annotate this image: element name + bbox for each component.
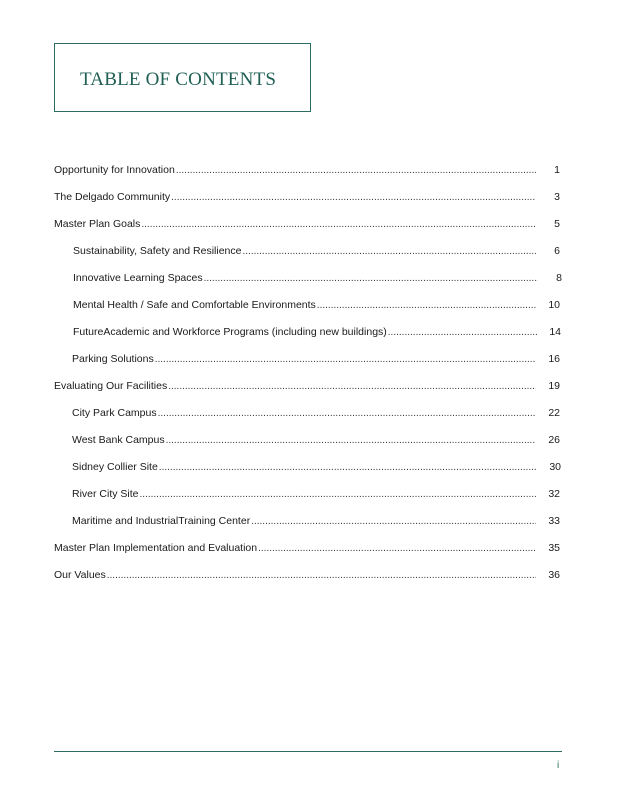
toc-leader-dots [141, 218, 536, 231]
toc-entry-label: Opportunity for Innovation [54, 164, 175, 176]
toc-leader-dots [258, 542, 536, 555]
toc-entry-page: 26 [548, 434, 560, 446]
title-box [54, 43, 311, 112]
toc-entry[interactable] [72, 487, 560, 501]
toc-leader-dots [168, 380, 536, 393]
toc-entry[interactable] [54, 163, 560, 177]
toc-entry-label: Evaluating Our Facilities [54, 380, 168, 392]
toc-entry-page: 35 [548, 542, 560, 554]
toc-entry-page: 32 [548, 488, 560, 500]
toc-entry-label: Master Plan Implementation and Evaluation [54, 542, 258, 554]
toc-entry-page: 10 [548, 299, 560, 311]
toc-entry[interactable] [54, 190, 560, 204]
toc-entry-page: 36 [548, 569, 560, 581]
toc-entry-page: 22 [548, 407, 560, 419]
toc-leader-dots [158, 407, 536, 420]
toc-entry-label: Master Plan Goals [54, 218, 141, 230]
toc-entry[interactable] [54, 568, 560, 582]
toc-entry-label: Maritime and IndustrialTraining Center [72, 515, 251, 527]
toc-entry[interactable] [72, 406, 560, 420]
toc-entry[interactable] [73, 325, 561, 339]
page-title: TABLE OF CONTENTS [80, 69, 277, 90]
toc-entry-label: Parking Solutions [72, 353, 154, 365]
toc-entry-page: 8 [556, 272, 562, 284]
toc-leader-dots [251, 515, 536, 528]
toc-leader-dots [171, 191, 536, 204]
toc-leader-dots [176, 164, 536, 177]
toc-leader-dots [140, 488, 536, 501]
toc-entry[interactable] [72, 514, 560, 528]
toc-entry-page: 14 [549, 326, 561, 338]
toc-entry-label: Our Values [54, 569, 106, 581]
toc-entry-label: West Bank Campus [72, 434, 165, 446]
toc-entry-label: The Delgado Community [54, 191, 171, 203]
toc-entry[interactable] [73, 271, 562, 285]
toc-entry[interactable] [72, 433, 560, 447]
toc-entry-label: Mental Health / Safe and Comfortable Environments [73, 299, 316, 311]
toc-entry-page: 16 [548, 353, 560, 365]
toc-leader-dots [388, 326, 537, 339]
toc-entry[interactable] [54, 379, 560, 393]
toc-entry-page: 6 [554, 245, 560, 257]
footer-divider [54, 751, 562, 752]
toc-entry-page: 1 [554, 164, 560, 176]
toc-entry[interactable] [72, 352, 560, 366]
toc-entry-label: River City Site [72, 488, 139, 500]
toc-entry-page: 5 [554, 218, 560, 230]
toc-entry-page: 33 [548, 515, 560, 527]
toc-entry[interactable] [73, 244, 560, 258]
toc-entry[interactable] [54, 541, 560, 555]
footer-page-number: i [557, 760, 560, 771]
toc-leader-dots [159, 461, 537, 474]
toc-leader-dots [204, 272, 538, 285]
toc-entry-label: Sustainability, Safety and Resilience [73, 245, 242, 257]
toc-entry[interactable] [73, 298, 560, 312]
toc-entry-label: City Park Campus [72, 407, 157, 419]
toc-entry-label: Innovative Learning Spaces [73, 272, 203, 284]
toc-entry-page: 19 [548, 380, 560, 392]
toc-leader-dots [166, 434, 536, 447]
toc-entry[interactable] [72, 460, 561, 474]
toc-leader-dots [155, 353, 536, 366]
toc-leader-dots [107, 569, 536, 582]
toc-entry-page: 30 [549, 461, 561, 473]
toc-entry-label: FutureAcademic and Workforce Programs (including new buildings) [73, 326, 387, 338]
toc-entry[interactable] [54, 217, 560, 231]
toc-entry-label: Sidney Collier Site [72, 461, 158, 473]
toc-entry-page: 3 [554, 191, 560, 203]
toc-leader-dots [317, 299, 536, 312]
toc-leader-dots [242, 245, 536, 258]
